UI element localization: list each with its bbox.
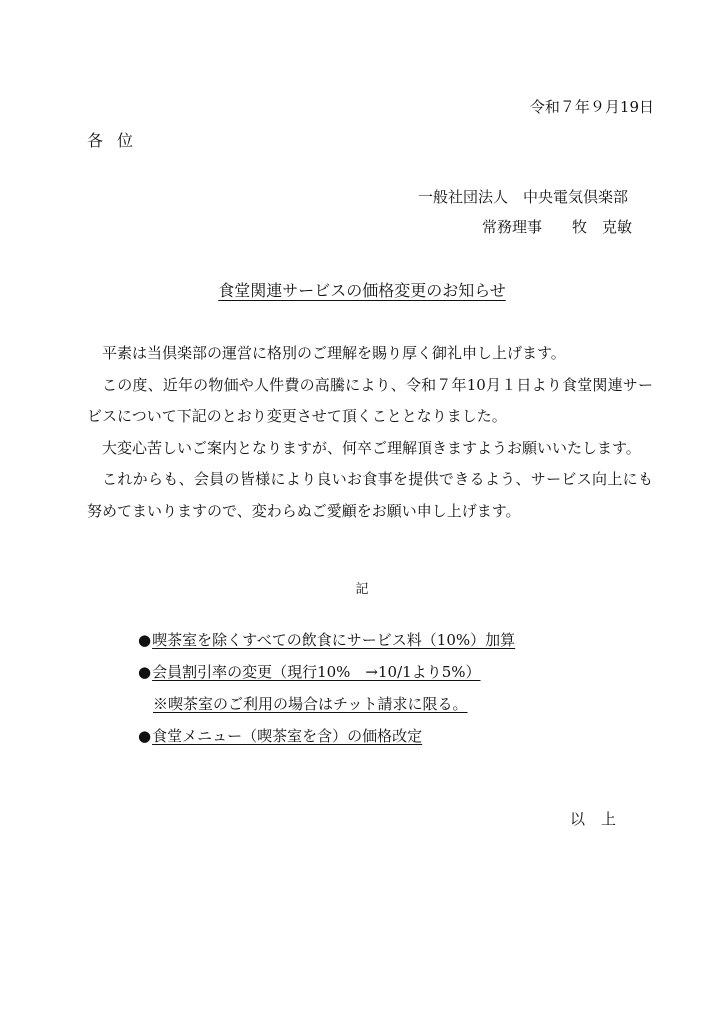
item-text: 食堂メニュー（喫茶室を含）の価格改定 [152,727,423,745]
bullet-icon: ● [138,727,152,745]
bullet-icon: ● [138,663,152,681]
paragraph-greeting: 平素は当倶楽部の運営に格別のご理解を賜り厚く御礼申し上げます。 [102,344,566,362]
document-date: 令和７年９月19日 [529,98,654,116]
list-item-service-charge [138,624,515,656]
document-heading [0,278,724,301]
list-item-discount-rate [138,656,515,688]
closing-ijou: 以上 [570,810,633,828]
change-items-list [138,624,515,752]
paragraph-apology: 大変心苦しいご案内となりますが、何卒ご理解頂きますようお願いいたします。 [102,438,641,457]
list-item-note [138,688,515,720]
item-text: 会員割引率の変更（現行10% →10/1より5%） [152,663,481,681]
sender-line [482,216,632,237]
sender-title: 常務理事 [482,218,543,236]
paragraph-change-notice: この度、近年の物価や人件費の高騰により、令和７年10月１日より食堂関連サービスについて下記のとおり変更させて頂くこととなりました。 [87,375,653,425]
heading-text: 食堂関連サービスの価格変更のお知らせ [218,281,506,300]
bullet-icon: ● [138,631,152,649]
sender-organization: 一般社団法人 中央電気倶楽部 [418,188,629,206]
note-text: ※喫茶室のご利用の場合はチット請求に限る。 [153,695,468,713]
item-text: 喫茶室を除くすべての飲食にサービス料（10%）加算 [152,631,516,649]
recipient: 各位 [87,131,148,150]
sender-name: 牧 克敏 [572,218,633,236]
paragraph-closing-remarks: これからも、会員の皆様により良いお食事を提供できるよう、サービス向上にも努めてまいりますので、変わらぬご愛顧をお願い申し上げます。 [87,470,653,520]
list-item-menu-price [138,720,515,752]
ki-marker: 記 [355,582,369,597]
body-text [87,338,653,527]
